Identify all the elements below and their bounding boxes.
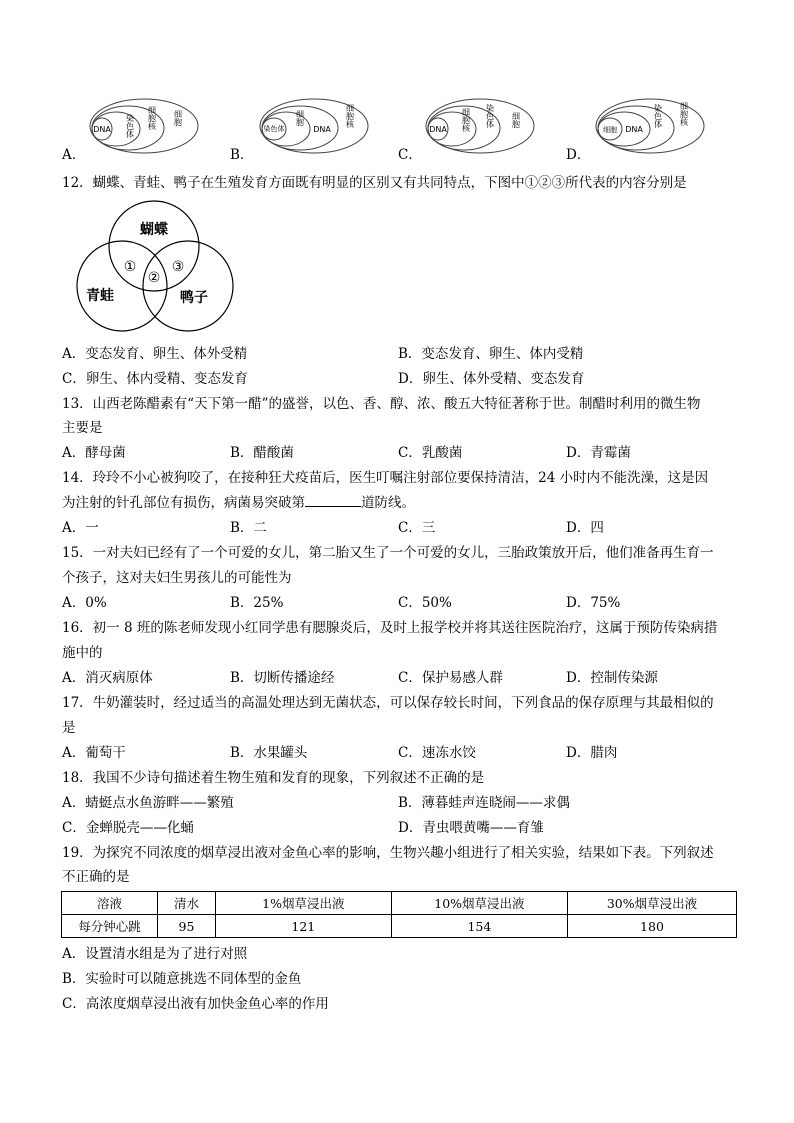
q17-option-a: A．葡萄干 [62,745,126,761]
q17-option-d: D．腊肉 [566,745,618,761]
diagram-label: 染色体 [653,104,663,128]
question-16-stem: 16．初一 8 班的陈老师发现小红同学患有腮腺炎后，及时上报学校并将其送往医院治疗，这属于预防传染病措 [62,620,718,636]
diagram-label: DNA [429,125,447,134]
nested-diagram-b [258,96,370,156]
table-header-cell: 清水 [158,892,216,915]
diagram-label: DNA [313,125,331,134]
diagram-label: 细胞 [173,110,183,126]
q19-option-a: A．设置清水组是为了进行对照 [62,946,248,962]
diagram-label: DNA [93,125,111,134]
venn-marker-3: ③ [171,259,185,275]
q15-option-d: D．75% [566,595,621,611]
question-18-stem: 18．我国不少诗句描述着生物生殖和发育的现象，下列叙述不正确的是 [62,770,485,786]
option-letter: B． [230,147,254,163]
q18-option-d: D．青虫喂黄嘴——育雏 [398,820,544,836]
q12-option-c: C．卵生、体内受精、变态发育 [62,371,248,387]
venn-label-left: 青蛙 [86,288,114,304]
question-14-stem: 14．玲玲不小心被狗咬了，在接种狂犬疫苗后，医生叮嘱注射部位要保持清洁，24 小时内不能洗澡，这是因 [62,470,709,486]
question-19-stem: 19．为探究不同浓度的烟草浸出液对金鱼心率的影响，生物兴趣小组进行了相关实验，结果如下表。下列叙述 [62,845,714,861]
q16-option-a: A．消灭病原体 [62,670,153,686]
q14-option-b: B．二 [230,520,267,536]
q15-option-a: A．0% [62,595,107,611]
question-17-stem: 17．牛奶灌装时，经过适当的高温处理达到无菌状态，可以保存较长时间，下列食品的保存原理与其最相似的 [62,695,714,711]
nested-diagram-c [424,96,536,156]
question-17-stem-cont: 是 [62,720,76,736]
q16-option-b: B．切断传播途经 [230,670,335,686]
venn-marker-1: ① [123,259,137,275]
table-header-row [62,892,737,915]
table-cell: 121 [215,915,391,938]
q14-option-a: A．一 [62,520,99,536]
diagram-label: 染色体 [263,125,285,133]
option-letter: A． [62,147,86,163]
venn-diagram [70,198,238,334]
q17-option-b: B．水果罐头 [230,745,308,761]
q15-option-c: C．50% [398,595,452,611]
venn-marker-2: ② [147,270,161,286]
table-header-cell: 1%烟草浸出液 [215,892,391,915]
table-header-cell: 溶液 [62,892,158,915]
diagram-label: 染色体 [485,104,495,128]
table-row [62,915,737,938]
q13-option-d: D．青霉菌 [566,445,631,461]
venn-label-right: 鸭子 [180,290,208,306]
results-table [61,891,737,938]
table-cell: 154 [391,915,567,938]
stem-text: 为注射的针孔部位有损伤，病菌易突破第 [62,495,305,511]
table-header-cell: 10%烟草浸出液 [391,892,567,915]
answer-blank [305,494,361,507]
question-15-stem-cont: 个孩子，这对夫妇生男孩儿的可能性为 [62,570,292,586]
question-13-stem: 13．山西老陈醋素有“天下第一醋”的盛誉，以色、香、醇、浓、酸五大特征著称于世。制醋时利用的微生物 [62,396,701,412]
diagram-label: 染色体 [125,114,135,138]
nested-diagram-a [88,96,200,156]
q16-option-c: C．保护易感人群 [398,670,503,686]
q13-option-b: B．醋酸菌 [230,445,294,461]
diagram-label: 细胞 [511,112,521,128]
diagram-label: DNA [625,125,643,134]
table-cell: 95 [158,915,216,938]
table-cell: 每分钟心跳 [62,915,158,938]
q12-option-b: B．变态发育、卵生、体内受精 [398,346,584,362]
diagram-label: 细胞核 [461,108,471,132]
diagram-label: 细胞核 [345,104,355,128]
q19-option-b: B．实验时可以随意挑选不同体型的金鱼 [62,971,302,987]
q13-option-a: A．酵母菌 [62,445,126,461]
option-letter: C． [398,147,422,163]
diagram-label: 细胞核 [679,102,689,126]
q12-option-d: D．卵生、体外受精、变态发育 [398,371,585,387]
q15-option-b: B．25% [230,595,284,611]
nested-diagram-d [594,96,706,156]
diagram-label: 细胞 [295,110,305,126]
option-letter: D． [566,147,591,163]
q17-option-c: C．速冻水饺 [398,745,476,761]
q18-option-b: B．薄暮蛙声连晓闹——求偶 [398,795,570,811]
question-19-stem-cont: 不正确的是 [62,869,130,885]
venn-label-top: 蝴蝶 [140,222,168,238]
q14-option-d: D．四 [566,520,604,536]
q18-option-a: A．蜻蜓点水鱼游畔——繁殖 [62,795,234,811]
question-15-stem: 15．一对夫妇已经有了一个可爱的女儿，第二胎又生了一个可爱的女儿，三胎政策放开后，他们准备再生育一 [62,545,714,561]
q19-option-c: C．高浓度烟草浸出液有加快金鱼心率的作用 [62,996,329,1012]
question-16-stem-cont: 施中的 [62,645,103,661]
q14-option-c: C．三 [398,520,436,536]
q16-option-d: D．控制传染源 [566,670,658,686]
q18-option-c: C．金蝉脱壳——化蛹 [62,820,194,836]
question-14-stem-cont [62,494,415,512]
diagram-label: 细胞核 [147,106,157,130]
question-13-stem-cont: 主要是 [62,420,103,436]
table-header-cell: 30%烟草浸出液 [567,892,736,915]
q13-option-c: C．乳酸菌 [398,445,463,461]
table-cell: 180 [567,915,736,938]
diagram-label: 细胞 [603,126,617,134]
stem-text: 道防线。 [361,495,415,511]
q12-option-a: A．变态发育、卵生、体外受精 [62,346,248,362]
question-12-stem: 12．蝴蝶、青蛙、鸭子在生殖发育方面既有明显的区别又有共同特点，下图中①②③所代表的内容分别是 [62,175,687,191]
